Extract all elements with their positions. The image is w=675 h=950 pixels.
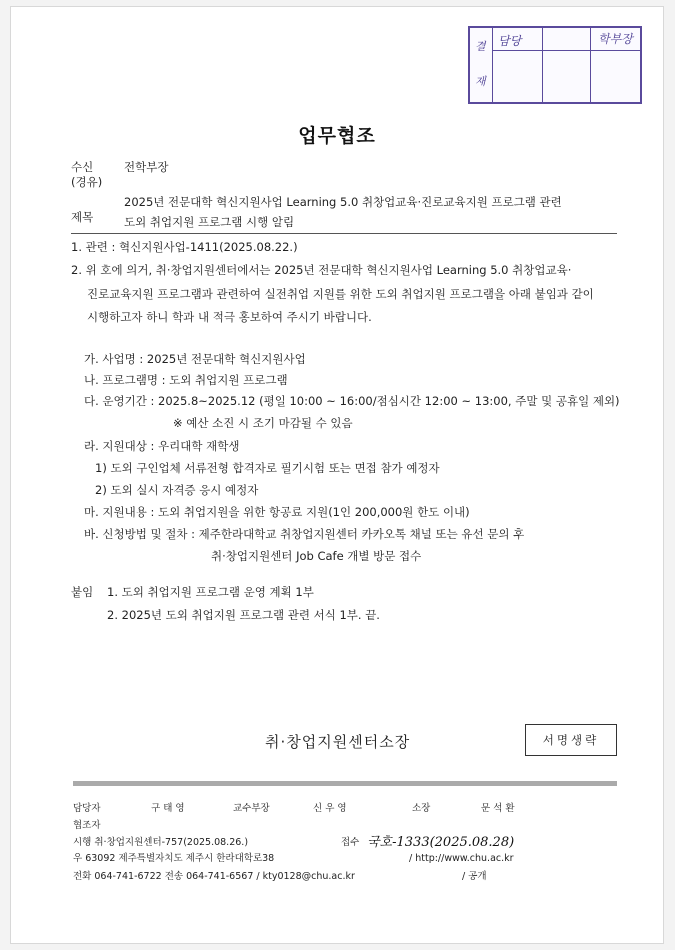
- footer-sihaeng: 시행 취·창업지원센터-757(2025.08.26.): [73, 837, 249, 848]
- body-paragraph-2-line2: 진로교육지원 프로그램과 관련하여 실전취업 지원를 위한 도외 취업지원 프로그램을 아래 붙임과 같이: [87, 287, 594, 301]
- item-ba-2: 취·창업지원센터 Job Cafe 개별 방문 접수: [211, 549, 422, 563]
- footer-sojang-title: 소장: [412, 803, 431, 814]
- recipient-label: 수신: [71, 160, 94, 174]
- signature-omitted-box: 서명생략: [525, 724, 617, 756]
- document-title: 업무협조: [298, 125, 376, 147]
- footer-jeopsu-label: 접수: [341, 837, 360, 848]
- stamp-row-divider: [492, 50, 640, 51]
- item-ra: 라. 지원대상 : 우리대학 재학생: [84, 439, 240, 453]
- footer-url: / http://www.chu.ac.kr: [409, 853, 514, 864]
- item-da: 다. 운영기간 : 2025.8~2025.12 (평일 10:00 ~ 16:00/점심시간 12:00 ~ 13:00, 주말 및 공휴일 제외): [84, 394, 620, 408]
- stamp-divider: [542, 28, 543, 102]
- stamp-role-damdang: 담당: [498, 34, 522, 48]
- stamp-divider: [590, 28, 591, 102]
- item-ba: 바. 신청방법 및 절차 : 제주한라대학교 취창업지원센터 카카오톡 채널 또는 유선 문의 후: [84, 527, 525, 541]
- approval-stamp: [468, 26, 642, 104]
- body-paragraph-2-line1: 2. 위 호에 의거, 취·창업지원센터에서는 2025년 전문대학 혁신지원사업 Learning 5.0 취창업교육·: [71, 263, 572, 277]
- item-ra-2: 2) 도외 실시 자격증 응시 예정자: [95, 483, 259, 497]
- footer-hyeopjoja-label: 협조자: [73, 820, 101, 831]
- subject-label: 제목: [71, 210, 94, 224]
- subject-line1: 2025년 전문대학 혁신지원사업 Learning 5.0 취창업교육·진로교육지원 프로그램 관련: [124, 195, 562, 209]
- item-ra-1: 1) 도외 구인업체 서류전형 합격자로 필기시험 또는 면접 참가 예정자: [95, 461, 440, 475]
- recipient-value: 전학부장: [124, 160, 169, 174]
- footer-gyosu-title: 교수부장: [233, 803, 270, 814]
- stamp-label-jae: 재: [475, 75, 486, 88]
- attachment-2: 2. 2025년 도외 취업지원 프로그램 관련 서식 1부. 끝.: [107, 608, 380, 622]
- body-paragraph-2-line3: 시행하고자 하니 학과 내 적극 홍보하여 주시기 바랍니다.: [87, 310, 372, 324]
- footer-phone-fax-email: 전화 064-741-6722 전송 064-741-6567 / kty0128@chu.ac.kr: [73, 871, 355, 882]
- stamp-role-hakbujang: 학부장: [598, 32, 633, 46]
- item-ga: 가. 사업명 : 2025년 전문대학 혁신지원사업: [84, 352, 306, 366]
- footer-address: 우 63092 제주특별자치도 제주시 한라대학로38: [73, 853, 275, 864]
- item-ma: 마. 지원내용 : 도외 취업지원을 위한 항공료 지원(1인 200,000원 한도 이내): [84, 505, 470, 519]
- item-na: 나. 프로그램명 : 도외 취업지원 프로그램: [84, 373, 288, 387]
- sender-name: 취·창업지원센터소장: [265, 733, 411, 751]
- stamp-divider: [492, 28, 493, 102]
- footer-damdangja-label: 담당자: [73, 803, 101, 814]
- recipient-via-label: (경유): [71, 175, 103, 189]
- attachment-1: 1. 도외 취업지원 프로그램 운영 계획 1부: [107, 585, 314, 599]
- footer-jeopsu-handwritten: 국호-1333(2025.08.28): [367, 835, 515, 850]
- subject-divider: [71, 233, 617, 234]
- stamp-label-gyeol: 결: [475, 40, 486, 53]
- footer-sojang-name: 문 석 환: [481, 803, 515, 814]
- attachments-label: 붙임: [71, 585, 94, 599]
- footer-damdang-name: 구 태 영: [151, 803, 185, 814]
- footer-public: / 공개: [462, 871, 487, 882]
- footer-gyosu-name: 신 우 영: [313, 803, 347, 814]
- document-page: [10, 6, 664, 944]
- footer-divider-bar: [73, 781, 617, 786]
- item-da-note: ※ 예산 소진 시 조기 마감될 수 있음: [173, 416, 353, 430]
- body-paragraph-1: 1. 관련 : 혁신지원사업-1411(2025.08.22.): [71, 240, 298, 254]
- subject-line2: 도외 취업지원 프로그램 시행 알림: [124, 215, 295, 229]
